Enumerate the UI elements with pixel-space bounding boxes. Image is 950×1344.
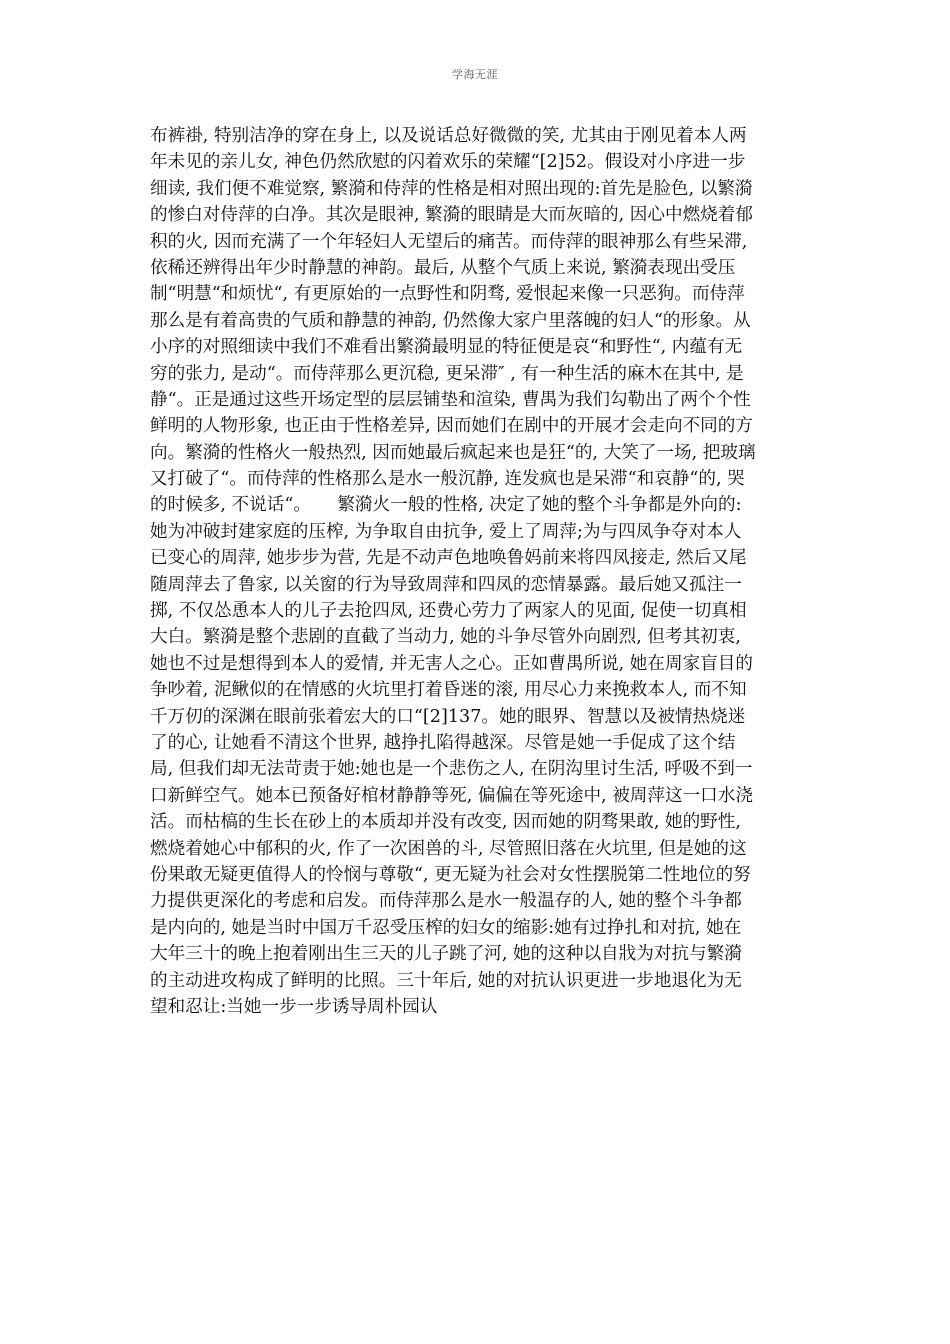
text-line: 细读, 我们便不难觉察, 繁漪和侍萍的性格是相对照出现的:首先是脸色, 以繁漪 xyxy=(150,178,753,199)
text-line: 份果敢无疑更值得人的怜悯与尊敬“, 更无疑为社会对女性摆脱第二性地位的努 xyxy=(150,864,751,885)
text-line: 她为冲破封建家庭的压榨, 为争取自由抗争, 爱上了周萍;为与四凤争夺对本人 xyxy=(150,521,742,542)
text-line: 积的火, 因而充满了一个年轻妇人无望后的痛苦。而侍萍的眼神那么有些呆滞, xyxy=(150,231,748,252)
text-line: 力提供更深化的考虑和启发。而侍萍那么是水一般温存的人, 她的整个斗争都 xyxy=(150,891,742,912)
text-line: 随周萍去了鲁家, 以关窗的行为导致周萍和四凤的恋情暴露。最后她又孤注一 xyxy=(150,574,742,595)
text-line: 又打破了“。而侍萍的性格那么是水一般沉静, 连发疯也是呆滞“和哀静“的, 哭 xyxy=(150,469,745,490)
text-line: 静“。正是通过这些开场定型的层层铺垫和渲染, 曹禺为我们勾勒出了两个个性 xyxy=(150,389,751,410)
text-line: 燃烧着她心中郁积的火, 作了一次困兽的斗, 尽管照旧落在火坑里, 但是她的这 xyxy=(150,838,747,859)
text-line: 的时候多, 不说话“。 繁漪火一般的性格, 决定了她的整个斗争都是外向的: xyxy=(150,495,742,516)
text-line: 的惨白对侍萍的白净。其次是眼神, 繁漪的眼睛是大而灰暗的, 因心中燃烧着郁 xyxy=(150,205,753,226)
text-line: 鲜明的人物形象, 也正由于性格差异, 因而她们在剧中的开展才会走向不同的方 xyxy=(150,416,753,437)
text-line: 掷, 不仅怂恿本人的儿子去抢四凤, 还费心劳力了两家人的见面, 促使一切真相 xyxy=(150,601,747,622)
text-line: 了的心, 让她看不清这个世界, 越挣扎陷得越深。尽管是她一手促成了这个结 xyxy=(150,732,736,753)
text-line: 制“明慧“和烦忧“, 有更原始的一点野性和阴骛, 爱恨起来像一只恶狗。而侍萍 xyxy=(150,284,745,305)
text-line: 依稀还辨得出年少时静慧的神韵。最后, 从整个气质上来说, 繁漪表现出受压 xyxy=(150,257,736,278)
text-line: 穷的张力, 是动“。而侍萍那么更沉稳, 更呆滞″ , 有一种生活的麻木在其中, 是 xyxy=(150,363,744,384)
text-line: 大年三十的晚上抱着刚出生三天的儿子跳了河, 她的这种以自戕为对抗与繁漪 xyxy=(150,944,742,965)
text-line: 向。繁漪的性格火一般热烈, 因而她最后疯起来也是狂“的, 大笑了一场, 把玻璃 xyxy=(150,442,756,463)
text-line: 望和忍让:当她一步一步诱导周朴园认 xyxy=(150,996,438,1017)
text-line: 大白。繁漪是整个悲剧的直截了当动力, 她的斗争尽管外向剧烈, 但考其初衷, xyxy=(150,627,741,648)
text-line: 局, 但我们却无法苛责于她:她也是一个悲伤之人, 在阴沟里讨生活, 呼吸不到一 xyxy=(150,759,753,780)
text-line: 布裤褂, 特别洁净的穿在身上, 以及说话总好微微的笑, 尤其由于刚见着本人两 xyxy=(150,126,747,146)
text-line: 那么是有着高贵的气质和静慧的神韵, 仍然像大家户里落魄的妇人“的形象。从 xyxy=(150,310,751,331)
text-line: 争吵着, 泥鳅似的在情感的火坑里打着昏迷的滚, 用尽心力来挽救本人, 而不知 xyxy=(150,680,747,701)
text-line: 小序的对照细读中我们不难看出繁漪最明显的特征便是哀“和野性“, 内蕴有无 xyxy=(150,337,743,358)
text-line: 口新鲜空气。她本已预备好棺材静静等死, 偏偏在等死途中, 被周萍这一口水浇 xyxy=(150,785,753,806)
text-line: 是内向的, 她是当时中国万千忍受压榨的妇女的缩影:她有过挣扎和对抗, 她在 xyxy=(150,917,742,938)
text-line: 千万仞的深渊在眼前张着宏大的口“[2]137。她的眼界、智慧以及被情热烧迷 xyxy=(150,706,746,727)
text-line: 活。而枯槁的生长在砂上的本质却并没有改变, 因而她的阴骛果敢, 她的野性, xyxy=(150,812,741,833)
text-line: 她也不过是想得到本人的爱情, 并无害人之心。正如曹禺所说, 她在周家盲目的 xyxy=(150,653,753,674)
text-line: 年未见的亲儿女, 神色仍然欣慰的闪着欢乐的荣耀“[2]52。假设对小序进一步 xyxy=(150,152,746,173)
text-line: 的主动进攻构成了鲜明的比照。三十年后, 她的对抗认识更进一步地退化为无 xyxy=(150,970,742,991)
body-text xyxy=(150,123,800,1020)
page-header: 学海无涯 xyxy=(452,68,498,81)
text-line: 已变心的周萍, 她步步为营, 先是不动声色地唤鲁妈前来将四凤接走, 然后又尾 xyxy=(150,548,747,569)
